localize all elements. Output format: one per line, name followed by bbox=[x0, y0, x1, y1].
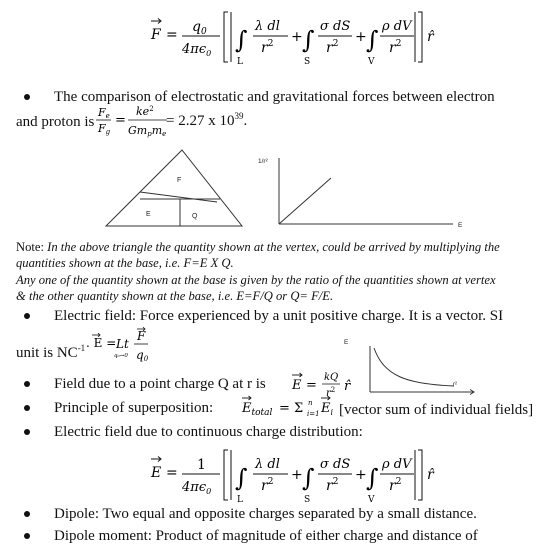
note-line1 bbox=[16, 239, 500, 255]
superposition-formula bbox=[240, 392, 340, 422]
svg-text:1: 1 bbox=[197, 457, 206, 473]
bullet bbox=[24, 405, 30, 411]
eq1-lhs: F bbox=[151, 27, 161, 43]
svg-text:r̂: r̂ bbox=[427, 467, 434, 483]
comparison-line1: The comparison of electrostatic and gravitational forces between electron bbox=[54, 89, 495, 105]
svg-text:+: + bbox=[355, 467, 367, 483]
svg-text:S: S bbox=[304, 57, 311, 67]
bullet bbox=[24, 94, 30, 100]
svg-text:∫: ∫ bbox=[366, 26, 379, 54]
svg-text:i=1: i=1 bbox=[307, 410, 320, 418]
svg-text:+: + bbox=[291, 467, 303, 483]
svg-text:4πϵ0: $4\pi\epsilon_0$ bbox=[182, 42, 212, 58]
svg-text:r2: $r^2$ bbox=[261, 39, 274, 56]
svg-text:Fe: Fe bbox=[98, 106, 110, 120]
svg-text:S: S bbox=[304, 495, 311, 505]
svg-text:kQ: kQ bbox=[324, 372, 339, 383]
electric-field-definition: Electric field: Force experienced by a unit positive charge. It is a vector. SI bbox=[54, 308, 504, 324]
svg-text:=: = bbox=[166, 465, 178, 481]
eq2-closing-bracket bbox=[412, 446, 440, 506]
bullet bbox=[24, 313, 30, 319]
svg-text:F: F bbox=[137, 329, 146, 343]
triangle-outline bbox=[106, 150, 242, 226]
eq2-int2-num: σ dS bbox=[320, 457, 351, 472]
triangle-divider bbox=[140, 192, 217, 202]
svg-text:r2: $r^2$ bbox=[261, 477, 274, 494]
graph1-line bbox=[279, 178, 331, 224]
svg-text:r̂: r̂ bbox=[427, 29, 434, 45]
bullet bbox=[24, 381, 30, 387]
svg-text:q0: $q_0$ bbox=[192, 19, 207, 37]
svg-text:+: + bbox=[291, 29, 303, 45]
svg-text:L: L bbox=[237, 495, 243, 505]
triangle-label-E: E bbox=[146, 211, 151, 218]
graph1-x-label: E bbox=[458, 222, 463, 229]
svg-text:L: L bbox=[237, 57, 243, 67]
svg-text:∫: ∫ bbox=[366, 464, 379, 492]
continuous-distribution-text: Electric field due to continuous charge distribution: bbox=[54, 424, 363, 440]
eq1-int3-num: ρ dV bbox=[382, 19, 412, 34]
eq2-int1-num: λ dl bbox=[255, 457, 280, 472]
dipole-definition: Dipole: Two equal and opposite charges separated by a small distance. bbox=[54, 506, 477, 522]
bullet bbox=[24, 429, 30, 435]
svg-text:Fg: Fg bbox=[98, 122, 111, 136]
equation-field-integral bbox=[140, 446, 420, 506]
svg-text:∫: ∫ bbox=[235, 464, 248, 492]
bullet bbox=[24, 511, 30, 517]
comparison-prefix: and proton is bbox=[16, 114, 95, 130]
svg-text:+: + bbox=[355, 29, 367, 45]
note-line3: Any one of the quantity shown at the base is given by the ratio of the quantities shown at vertex bbox=[16, 273, 496, 287]
graph-1-over-r2-vs-E bbox=[255, 152, 470, 234]
svg-text:r̂: r̂ bbox=[344, 379, 351, 394]
graph1-y-label: 1/r² bbox=[258, 158, 268, 165]
svg-text:q0: q0 bbox=[136, 348, 149, 363]
svg-text:4πϵ0: $4\pi\epsilon_0$ bbox=[182, 480, 212, 496]
eq2-int3-num: ρ dV bbox=[382, 457, 412, 472]
svg-text:r2: $r^2$ bbox=[326, 39, 339, 56]
svg-text:∫: ∫ bbox=[235, 26, 248, 54]
svg-text:∫: ∫ bbox=[302, 464, 315, 492]
superposition-tail: [vector sum of individual fields] bbox=[339, 402, 534, 418]
svg-text:=: = bbox=[166, 27, 178, 43]
svg-text:. E =: . E = bbox=[86, 336, 117, 350]
force-triangle-diagram bbox=[96, 146, 248, 230]
svg-text:q₀→0: q₀→0 bbox=[114, 353, 128, 359]
svg-text:Gmpme: Gmpme bbox=[128, 124, 167, 138]
graph2-x-label: r² bbox=[453, 382, 457, 388]
superposition-text: Principle of superposition: bbox=[54, 400, 214, 416]
eq1-int1-num: λ dl bbox=[255, 19, 280, 34]
dipole-moment-definition: Dipole moment: Product of magnitude of either charge and distance of bbox=[54, 528, 478, 544]
eq1-int2-num: σ dS bbox=[320, 19, 351, 34]
point-charge-text: Field due to a point charge Q at r is bbox=[54, 376, 266, 392]
eq2-lhs: E bbox=[151, 465, 162, 481]
svg-text:r2: $r^2$ bbox=[326, 386, 336, 399]
svg-text:ke2: $ke^2$ bbox=[136, 105, 154, 118]
svg-text:=: = bbox=[306, 378, 317, 393]
svg-text:r2: $r^2$ bbox=[389, 477, 402, 494]
svg-text:r2: $r^2$ bbox=[389, 39, 402, 56]
note-text-1: In the above triangle the quantity shown at the vertex, could be arrived by multiplying the bbox=[47, 240, 500, 254]
svg-text:V: V bbox=[368, 57, 375, 67]
svg-text:∫: ∫ bbox=[302, 26, 315, 54]
graph2-y-label: E bbox=[344, 339, 349, 346]
svg-text:=: = bbox=[115, 113, 126, 128]
svg-text:E: E bbox=[292, 378, 302, 393]
svg-text:Lt: Lt bbox=[116, 337, 129, 351]
note-label: Note: bbox=[16, 240, 44, 254]
electric-field-unit: unit is $NC^{-1}$ bbox=[16, 343, 86, 361]
svg-text:V: V bbox=[368, 495, 375, 505]
graph2-curve bbox=[374, 348, 454, 386]
force-ratio-expression bbox=[95, 103, 265, 139]
svg-text:n: n bbox=[308, 399, 313, 407]
svg-text:Etotal: $E_{total}$ bbox=[242, 401, 273, 418]
eq1-closing-bracket bbox=[412, 8, 440, 68]
svg-text:Ei: $E_i$ bbox=[321, 401, 334, 417]
triangle-label-F: F bbox=[177, 177, 182, 184]
bullet bbox=[24, 533, 30, 539]
electric-field-limit-expression bbox=[86, 326, 166, 368]
equation-force-integral bbox=[140, 8, 420, 68]
svg-text:= Σ: = Σ bbox=[279, 401, 304, 416]
note-line4: & the other quantity shown at the base, i.e. E=F/Q or Q= F/E. bbox=[16, 289, 334, 303]
triangle-label-Q: Q bbox=[192, 213, 198, 220]
svg-text:= 2.27 x 1039.: = 2.27 x $10^{39}$. bbox=[166, 111, 248, 129]
comparison-result: = 2.27 x 10 bbox=[166, 113, 235, 129]
svg-text:r2: $r^2$ bbox=[326, 477, 339, 494]
note-line2: quantities shown at the base, i.e. F=E X Q. bbox=[16, 256, 234, 270]
